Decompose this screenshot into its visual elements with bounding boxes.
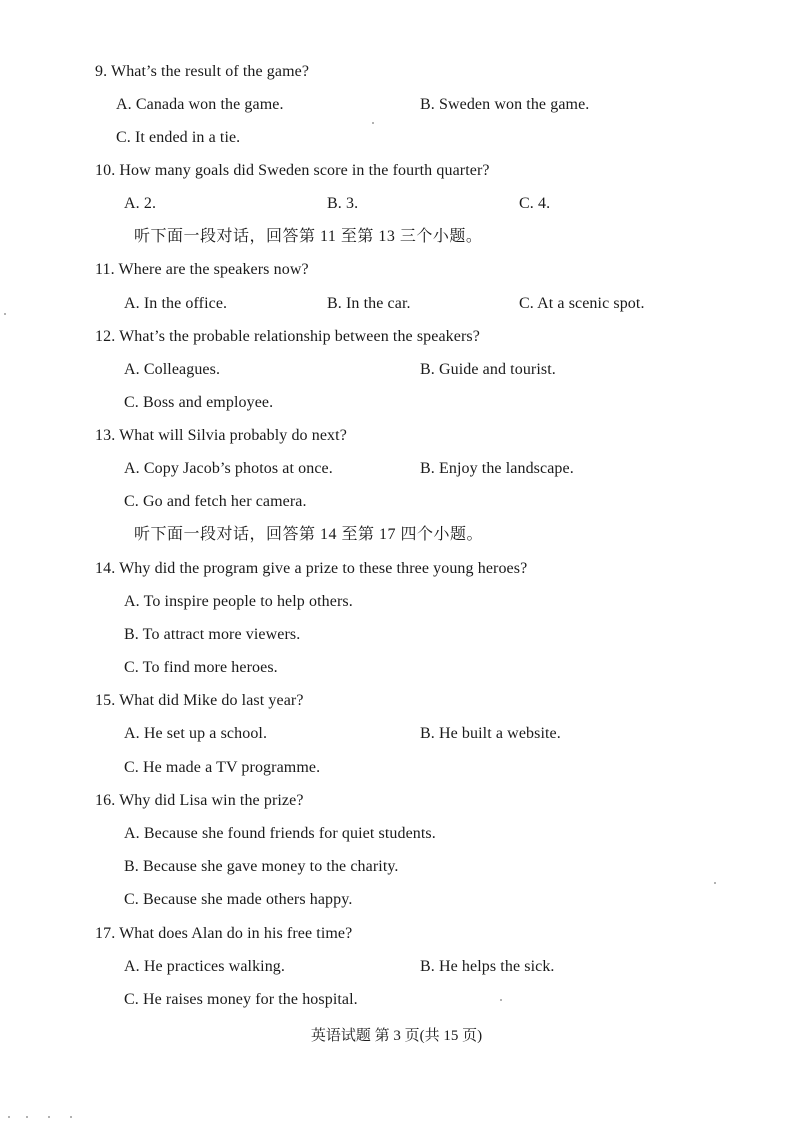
question-9-option-b: B. Sweden won the game. bbox=[420, 96, 590, 113]
question-12-option-a: A. Colleagues. bbox=[124, 361, 221, 378]
question-14-option-c: C. To find more heroes. bbox=[124, 659, 278, 676]
question-16-option-a: A. Because she found friends for quiet students. bbox=[124, 825, 436, 842]
question-13-prompt: 13. What will Silvia probably do next? bbox=[95, 427, 347, 444]
scan-speck bbox=[48, 1116, 50, 1118]
question-13-option-c: C. Go and fetch her camera. bbox=[124, 493, 307, 510]
question-13-option-b: B. Enjoy the landscape. bbox=[420, 460, 574, 477]
scan-speck bbox=[26, 1116, 28, 1118]
question-13-option-a: A. Copy Jacob’s photos at once. bbox=[124, 460, 333, 477]
question-10-option-a: A. 2. bbox=[124, 195, 157, 212]
scan-speck bbox=[500, 999, 502, 1001]
question-9-prompt: 9. What’s the result of the game? bbox=[95, 63, 310, 80]
question-15-option-a: A. He set up a school. bbox=[124, 725, 268, 742]
question-10-option-b: B. 3. bbox=[327, 195, 359, 212]
question-16-option-b: B. Because she gave money to the charity. bbox=[124, 858, 399, 875]
question-9-option-c: C. It ended in a tie. bbox=[116, 129, 241, 146]
question-15-option-c: C. He made a TV programme. bbox=[124, 759, 321, 776]
question-12-option-c: C. Boss and employee. bbox=[124, 394, 274, 411]
question-11-option-c: C. At a scenic spot. bbox=[519, 295, 645, 312]
scan-speck bbox=[714, 882, 716, 884]
question-17-option-c: C. He raises money for the hospital. bbox=[124, 991, 358, 1008]
question-17-option-b: B. He helps the sick. bbox=[420, 958, 555, 975]
scan-speck bbox=[372, 122, 374, 124]
question-9-option-a: A. Canada won the game. bbox=[116, 96, 284, 113]
question-10-option-c: C. 4. bbox=[519, 195, 551, 212]
question-14-prompt: 14. Why did the program give a prize to these three young heroes? bbox=[95, 560, 528, 577]
scan-speck bbox=[4, 313, 6, 315]
page-footer: 英语试题 第 3 页(共 15 页) bbox=[310, 1028, 483, 1044]
scan-speck bbox=[8, 1116, 10, 1118]
question-12-prompt: 12. What’s the probable relationship between the speakers? bbox=[95, 328, 480, 345]
question-11-prompt: 11. Where are the speakers now? bbox=[95, 261, 309, 278]
question-11-option-a: A. In the office. bbox=[124, 295, 228, 312]
question-15-prompt: 15. What did Mike do last year? bbox=[95, 692, 304, 709]
question-12-option-b: B. Guide and tourist. bbox=[420, 361, 556, 378]
question-14-option-b: B. To attract more viewers. bbox=[124, 626, 301, 643]
question-15-option-b: B. He built a website. bbox=[420, 725, 561, 742]
question-16-option-c: C. Because she made others happy. bbox=[124, 891, 353, 908]
question-16-prompt: 16. Why did Lisa win the prize? bbox=[95, 792, 304, 809]
question-11-option-b: B. In the car. bbox=[327, 295, 411, 312]
section-instruction: 听下面一段对话，回答第 11 至第 13 三个小题。 bbox=[134, 228, 483, 245]
question-17-prompt: 17. What does Alan do in his free time? bbox=[95, 925, 353, 942]
question-17-option-a: A. He practices walking. bbox=[124, 958, 286, 975]
question-14-option-a: A. To inspire people to help others. bbox=[124, 593, 353, 610]
scan-speck bbox=[70, 1116, 72, 1118]
section-instruction: 听下面一段对话，回答第 14 至第 17 四个小题。 bbox=[134, 526, 484, 543]
question-10-prompt: 10. How many goals did Sweden score in the fourth quarter? bbox=[95, 162, 490, 179]
